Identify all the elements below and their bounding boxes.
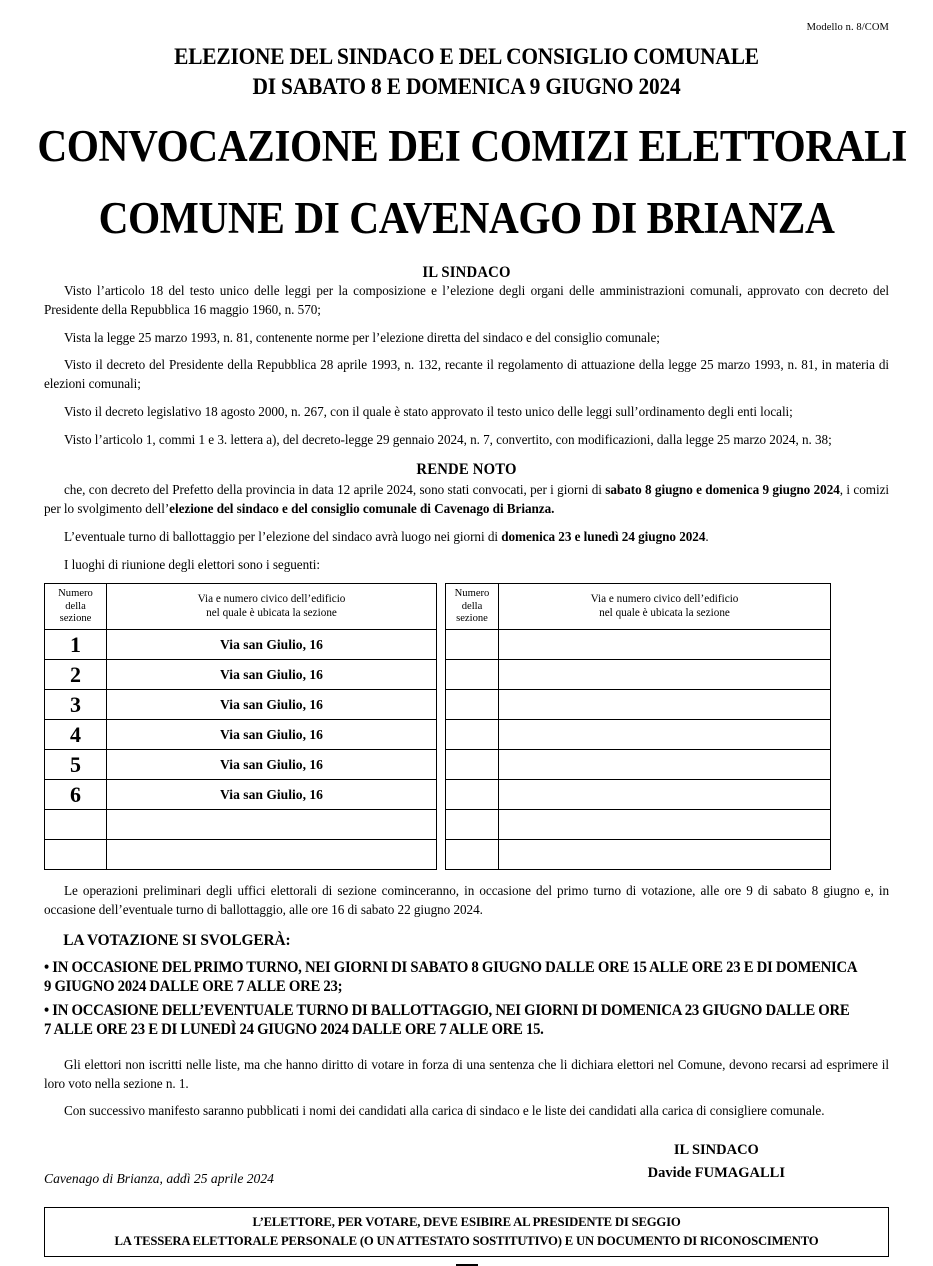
- premise-paragraph: Visto l’articolo 1, commi 1 e 3. lettera a), del decreto-legge 29 gennaio 2024, n. 7, convertito, con modificazioni, dalla legge 25 marzo 2024, n. 38;: [64, 431, 832, 447]
- table-row: [45, 780, 437, 810]
- closing-paragraph: Con successivo manifesto saranno pubblicati i nomi dei candidati alla carica di sindaco e le liste dei candidati alla carica di consigliere comunale.: [64, 1103, 825, 1119]
- cell-sezione-indirizzo: [499, 780, 831, 810]
- table-row: [45, 840, 437, 870]
- ballottaggio-paragraph: [44, 528, 889, 547]
- column-header-numero: [45, 584, 107, 630]
- table-row: [446, 750, 831, 780]
- cell-sezione-indirizzo: Via san Giulio, 16: [107, 720, 437, 750]
- table-head: [446, 584, 831, 630]
- cell-sezione-numero: [45, 840, 107, 870]
- cell-sezione-indirizzo: Via san Giulio, 16: [107, 690, 437, 720]
- cell-sezione-numero: [446, 810, 499, 840]
- table-row: [45, 630, 437, 660]
- closing-paragraph: Gli elettori non iscritti nelle liste, ma che hanno diritto di votare in forza di una sentenza che li dichiara elettori nel Comune, devono recarsi ad esprimere il loro voto nella sezione n. 1.: [44, 1056, 889, 1091]
- premise-paragraph: Visto l’articolo 18 del testo unico delle leggi per la composizione e l’elezione degli organi delle amministrazioni comunali, approvato con decreto del Presidente della Repubblica 16 maggio 1960, n. 570;: [44, 283, 889, 317]
- column-header-indirizzo-line2: nel quale è ubicata la sezione: [599, 606, 730, 619]
- table-row: [446, 690, 831, 720]
- cell-sezione-numero: [446, 630, 499, 660]
- cell-sezione-indirizzo: [499, 720, 831, 750]
- cell-sezione-indirizzo: Via san Giulio, 16: [107, 780, 437, 810]
- cell-sezione-indirizzo: [499, 660, 831, 690]
- column-header-numero-line3: sezione: [59, 612, 92, 624]
- column-header-numero-line1: Numero: [58, 588, 93, 600]
- premise-paragraph: Vista la legge 25 marzo 1993, n. 81, contenente norme per l’elezione diretta del sindaco e del consiglio comunale;: [64, 329, 660, 345]
- spacer: [44, 1044, 889, 1056]
- notice-line-1: L’ELETTORE, PER VOTARE, DEVE ESIBIRE AL PRESIDENTE DI SEGGIO: [252, 1214, 681, 1230]
- table-head: [45, 584, 437, 630]
- operazioni-preliminari-paragraph: Le operazioni preliminari degli uffici elettorali di sezione cominceranno, in occasione del primo turno di votazione, alle ore 9 di sabato 8 giugno e, in occasione dell’eventuale turno di ballottaggio, alle ore 16 di sabato 22 giugno 2024.: [44, 883, 889, 917]
- column-header-numero-inner: [446, 584, 498, 629]
- sezioni-table-left: [44, 583, 437, 870]
- table-row: [45, 720, 437, 750]
- cell-sezione-numero: [45, 810, 107, 840]
- heading-il-sindaco: IL SINDACO: [422, 264, 511, 282]
- heading-votazione: LA VOTAZIONE SI SVOLGERÀ:: [63, 931, 291, 949]
- cell-sezione-indirizzo: [107, 840, 437, 870]
- table-row: [45, 690, 437, 720]
- table-body: [45, 630, 437, 870]
- cell-sezione-numero: 3: [45, 690, 107, 720]
- column-header-numero-line2: della: [65, 600, 86, 612]
- column-header-indirizzo-line2: nel quale è ubicata la sezione: [206, 606, 337, 619]
- table-row: [446, 780, 831, 810]
- table-body: [446, 630, 831, 870]
- luoghi-intro-paragraph: I luoghi di riunione degli elettori sono i seguenti:: [64, 556, 320, 572]
- column-header-indirizzo-line1: Via e numero civico dell’edificio: [197, 593, 346, 606]
- cell-sezione-numero: [446, 720, 499, 750]
- heading-rende-noto: RENDE NOTO: [416, 461, 517, 479]
- table-row: [446, 630, 831, 660]
- elector-notice-box: [44, 1207, 889, 1257]
- cell-sezione-numero: 4: [45, 720, 107, 750]
- voting-hours-item: • IN OCCASIONE DELL’EVENTUALE TURNO DI BALLOTTAGGIO, NEI GIORNI DI DOMENICA 23 GIUGNO DALLE ORE 7 ALLE ORE 23 E DI LUNEDÌ 24 GIUGNO 2024 DALLE ORE 7 ALLE ORE 15.: [44, 1001, 850, 1039]
- column-header-numero-line3: sezione: [456, 612, 488, 624]
- rende-noto-subject: elezione del sindaco e del consiglio comunale di Cavenago di Brianza.: [169, 501, 555, 517]
- table-row: [45, 750, 437, 780]
- table-header-row: [45, 584, 437, 630]
- rende-noto-paragraph: [44, 481, 889, 518]
- header-line-2: DI SABATO 8 E DOMENICA 9 GIUGNO 2024: [252, 74, 681, 100]
- ballottaggio-text-part2: .: [705, 528, 709, 544]
- premise-paragraph: Visto il decreto legislativo 18 agosto 2000, n. 267, con il quale è stato approvato il testo unico delle leggi sull’ordinamento degli enti locali;: [64, 403, 793, 419]
- column-header-numero-line2: della: [461, 600, 483, 612]
- column-header-numero-line1: Numero: [454, 588, 490, 600]
- table-header-row: [446, 584, 831, 630]
- cell-sezione-numero: [446, 780, 499, 810]
- table-row: [446, 840, 831, 870]
- sezioni-table-right: [445, 583, 831, 870]
- table-row: [45, 660, 437, 690]
- place-and-date: Cavenago di Brianza, addì 25 aprile 2024: [44, 1171, 274, 1187]
- signature-name: Davide FUMAGALLI: [647, 1165, 785, 1182]
- table-row: [446, 810, 831, 840]
- model-reference: Modello n. 8/COM: [806, 22, 889, 33]
- table-row: [446, 660, 831, 690]
- notice-line-2: LA TESSERA ELETTORALE PERSONALE (O UN ATTESTATO SOSTITUTIVO) E UN DOCUMENTO DI RICONOSCIMENTO: [114, 1232, 819, 1248]
- cell-sezione-numero: [446, 690, 499, 720]
- premise-paragraph: Visto il decreto del Presidente della Repubblica 28 aprile 1993, n. 132, recante il regolamento di attuazione della legge 25 marzo 1993, n. 81, in materia di elezioni comunali;: [44, 357, 889, 392]
- sezioni-tables: [44, 583, 889, 870]
- document-header: [0, 0, 933, 242]
- ballottaggio-text-part1: L’eventuale turno di ballottaggio per l’elezione del sindaco avrà luogo nei giorni di: [64, 528, 502, 544]
- signature-right: [648, 1139, 785, 1185]
- cell-sezione-indirizzo: [499, 750, 831, 780]
- cell-sezione-numero: [446, 840, 499, 870]
- cell-sezione-indirizzo: [107, 810, 437, 840]
- cell-sezione-indirizzo: Via san Giulio, 16: [107, 660, 437, 690]
- table-row: [45, 810, 437, 840]
- signature-block: [44, 1139, 889, 1201]
- document-body: [0, 282, 933, 1266]
- municipality-title: COMUNE DI CAVENAGO DI BRIANZA: [98, 192, 835, 243]
- header-line-1: ELEZIONE DEL SINDACO E DEL CONSIGLIO COMUNALE: [174, 44, 759, 69]
- column-header-indirizzo: [107, 584, 437, 630]
- cell-sezione-numero: 6: [45, 780, 107, 810]
- rende-noto-text-part1: che, con decreto del Prefetto della provincia in data 12 aprile 2024, sono stati convocati, per i giorni di: [64, 482, 606, 498]
- column-header-indirizzo-inner: [107, 589, 436, 624]
- cell-sezione-numero: [446, 660, 499, 690]
- cell-sezione-numero: 1: [45, 630, 107, 660]
- page-title: CONVOCAZIONE DEI COMIZI ELETTORALI: [37, 120, 907, 171]
- cell-sezione-indirizzo: [499, 690, 831, 720]
- cell-sezione-numero: 2: [45, 660, 107, 690]
- column-header-numero: [446, 584, 499, 630]
- cell-sezione-indirizzo: [499, 630, 831, 660]
- cell-sezione-indirizzo: Via san Giulio, 16: [107, 750, 437, 780]
- ballottaggio-dates: domenica 23 e lunedì 24 giugno 2024: [501, 528, 706, 544]
- cell-sezione-numero: [446, 750, 499, 780]
- rende-noto-dates: sabato 8 giugno e domenica 9 giugno 2024: [605, 482, 840, 498]
- table-row: [446, 720, 831, 750]
- voting-hours-item: • IN OCCASIONE DEL PRIMO TURNO, NEI GIORNI DI SABATO 8 GIUGNO DALLE ORE 15 ALLE ORE 23 E DI DOMENICA 9 GIUGNO 2024 DALLE ORE 7 ALLE ORE 23;: [44, 958, 857, 996]
- cell-sezione-indirizzo: Via san Giulio, 16: [107, 630, 437, 660]
- cell-sezione-numero: 5: [45, 750, 107, 780]
- cell-sezione-indirizzo: [499, 840, 831, 870]
- column-header-indirizzo-line1: Via e numero civico dell’edificio: [590, 593, 739, 606]
- column-header-indirizzo-inner: [499, 589, 830, 624]
- column-header-indirizzo: [499, 584, 831, 630]
- signature-role: IL SINDACO: [673, 1142, 759, 1159]
- cell-sezione-indirizzo: [499, 810, 831, 840]
- column-header-numero-inner: [45, 584, 106, 629]
- rende-noto-text-part2: , i comizi per lo svolgimento dell’: [44, 482, 889, 517]
